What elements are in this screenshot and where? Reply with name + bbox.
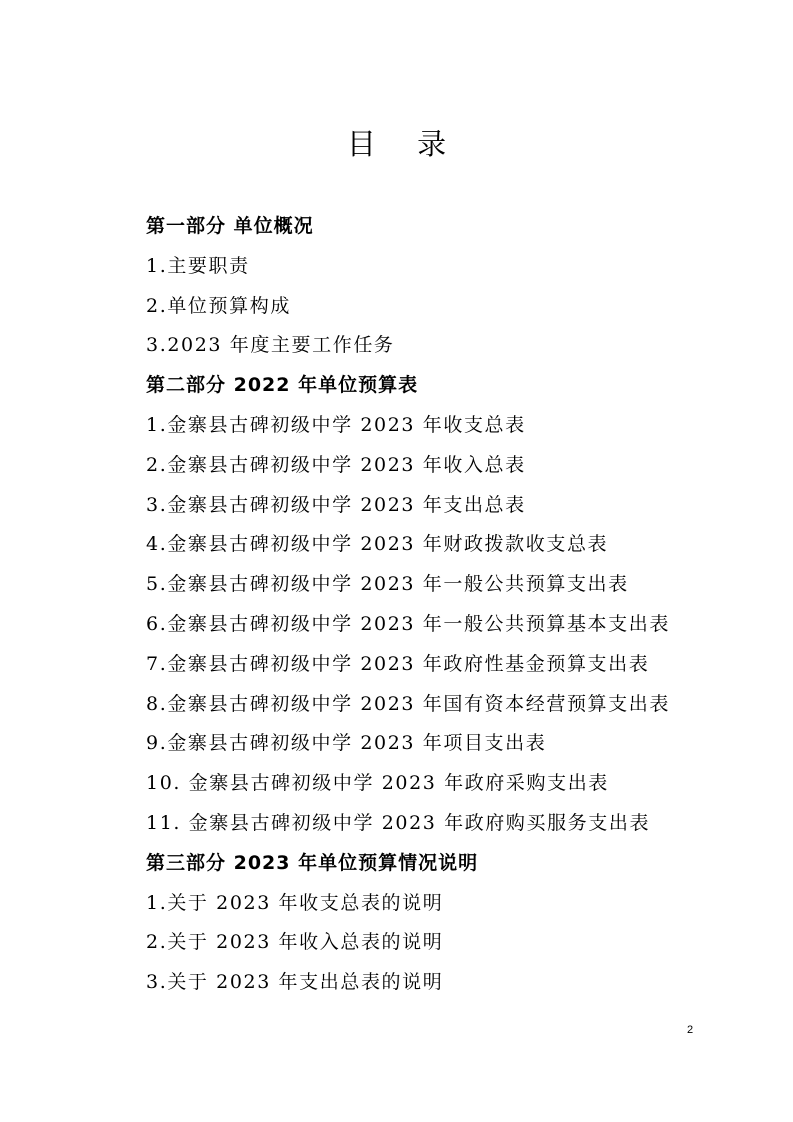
toc-entry: 3.关于 2023 年支出总表的说明 <box>146 971 444 994</box>
toc-part-heading: 第三部分 2023 年单位预算情况说明 <box>146 851 479 874</box>
toc-entry: 2.金寨县古碑初级中学 2023 年收入总表 <box>146 453 526 476</box>
toc-entry: 11. 金寨县古碑初级中学 2023 年政府购买服务支出表 <box>146 811 651 834</box>
toc-entry: 3.金寨县古碑初级中学 2023 年支出总表 <box>146 493 526 516</box>
toc-entry: 7.金寨县古碑初级中学 2023 年政府性基金预算支出表 <box>146 652 650 675</box>
toc-part-heading: 第一部分 单位概况 <box>146 215 314 237</box>
toc-entry: 6.金寨县古碑初级中学 2023 年一般公共预算基本支出表 <box>146 612 670 635</box>
toc-entry: 1.主要职责 <box>146 254 250 277</box>
toc-entry: 5.金寨县古碑初级中学 2023 年一般公共预算支出表 <box>146 573 629 596</box>
toc-entry: 10. 金寨县古碑初级中学 2023 年政府采购支出表 <box>146 772 609 795</box>
toc-entry: 1.金寨县古碑初级中学 2023 年收支总表 <box>146 413 526 436</box>
page-title: 目 录 <box>346 127 463 161</box>
toc-part-heading: 第二部分 2022 年单位预算表 <box>146 374 419 397</box>
toc-entry: 4.金寨县古碑初级中学 2023 年财政拨款收支总表 <box>146 533 609 556</box>
toc-entry: 3.2023 年度主要工作任务 <box>146 334 395 357</box>
toc-entry: 9.金寨县古碑初级中学 2023 年项目支出表 <box>146 732 547 755</box>
page-number: 2 <box>686 1024 694 1036</box>
table-of-contents <box>146 207 746 1003</box>
toc-entry: 2.单位预算构成 <box>146 294 291 317</box>
toc-entry: 1.关于 2023 年收支总表的说明 <box>146 891 444 914</box>
toc-entry: 8.金寨县古碑初级中学 2023 年国有资本经营预算支出表 <box>146 692 670 715</box>
toc-entry: 2.关于 2023 年收入总表的说明 <box>146 931 444 954</box>
